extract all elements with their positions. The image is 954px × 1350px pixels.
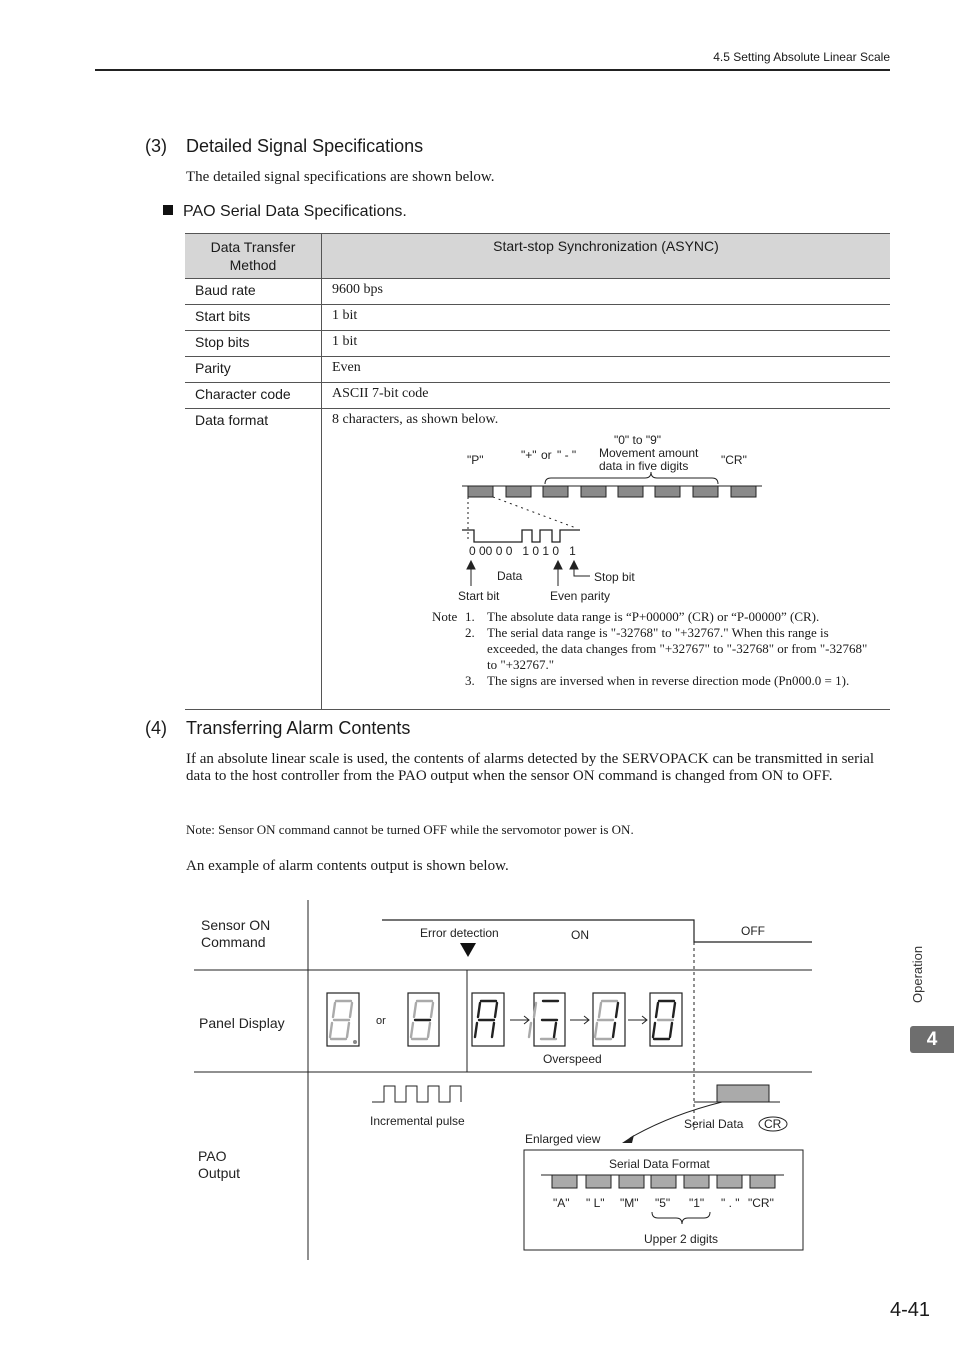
or-label: or	[376, 1015, 386, 1027]
digits-desc-2: data in five digits	[599, 459, 689, 473]
char-box	[693, 486, 718, 497]
overspeed-label: Overspeed	[543, 1052, 602, 1066]
start-bit-label: Start bit	[458, 589, 500, 603]
row-key: Start bits	[185, 305, 322, 331]
digits-range: "0" to "9"	[614, 433, 662, 447]
chapter-tab: 4	[910, 1026, 954, 1053]
serial-char-label: "CR"	[748, 1196, 774, 1210]
char-box	[655, 486, 680, 497]
note-text: The serial data range is "-32768" to "+32767." When this range is exceeded, the data changes from "+32767" to "-32768" or from "-32768" to "+32767."	[487, 625, 868, 672]
serial-char-box	[619, 1175, 644, 1188]
serial-char-label: "5"	[655, 1196, 671, 1210]
page-number: 4-41	[889, 1299, 930, 1321]
char-box	[581, 486, 606, 497]
serial-char-label: "A"	[553, 1196, 570, 1210]
incremental-pulse-label: Incremental pulse	[370, 1114, 465, 1128]
row-value: 1 bit	[322, 331, 891, 357]
sign-label-plus: "+"	[521, 448, 537, 462]
serial-char-box	[586, 1175, 611, 1188]
section-4-paragraph: If an absolute linear scale is used, the contents of alarms detected by the SERVOPACK can be transmitted in serial data to the host controller from the PAO output when the sensor ON command is changed from ON to OFF.	[186, 751, 875, 784]
serial-char-box	[717, 1175, 742, 1188]
table-header-key: Data Transfer Method	[185, 234, 322, 279]
row-sensor-on-label-2: Command	[201, 934, 266, 950]
chapter-side-label: Operation	[910, 945, 925, 1003]
row-key: Character code	[185, 383, 322, 409]
subheading-text: PAO Serial Data Specifications.	[183, 203, 407, 220]
data-label: Data	[497, 569, 523, 583]
section-3-number: (3)	[145, 136, 167, 156]
note-item	[432, 673, 872, 689]
bit-waveform	[462, 530, 580, 542]
row-pao-label-1: PAO	[198, 1148, 227, 1164]
serial-char-label: "M"	[620, 1196, 639, 1210]
section-4-note: Note: Sensor ON command cannot be turned OFF while the servomotor power is ON.	[186, 822, 634, 837]
notes-block	[432, 609, 872, 689]
error-detection-marker	[460, 943, 476, 957]
row-key: Baud rate	[185, 279, 322, 305]
row-key: Stop bits	[185, 331, 322, 357]
note-text: The signs are inversed when in reverse direction mode (Pn000.0 = 1).	[487, 673, 850, 688]
section-4-title: Transferring Alarm Contents	[186, 718, 411, 738]
serial-char-box	[750, 1175, 775, 1188]
cr-char-label: "CR"	[721, 453, 747, 467]
digits-brace	[545, 472, 718, 484]
note-text: The absolute data range is “P+00000” (CR) or “P-00000” (CR).	[487, 609, 820, 624]
sign-label-minus: " - "	[557, 448, 577, 462]
enlarged-view-label: Enlarged view	[525, 1132, 601, 1146]
char-box	[506, 486, 531, 497]
char-box	[543, 486, 568, 497]
section-4-number: (4)	[145, 718, 167, 738]
note-number: 3.	[465, 673, 475, 688]
cr-label: CR	[764, 1117, 782, 1131]
row-key: Parity	[185, 357, 322, 383]
on-label: ON	[571, 928, 589, 942]
section-4-example: An example of alarm contents output is shown below.	[186, 858, 509, 874]
note-item	[432, 609, 872, 625]
note-item	[432, 625, 872, 673]
serial-char-box	[684, 1175, 709, 1188]
p-char-label: "P"	[467, 453, 484, 467]
running-header: 4.5 Setting Absolute Linear Scale	[713, 50, 890, 64]
char-box	[731, 486, 756, 497]
char-box	[618, 486, 643, 497]
char-box	[468, 486, 493, 497]
serial-char-label: "1"	[689, 1196, 705, 1210]
row-panel-display-label: Panel Display	[199, 1015, 285, 1031]
alarm-timing-diagram	[0, 890, 954, 1270]
digits-desc-1: Movement amount	[599, 446, 699, 460]
stop-bit-label: Stop bit	[594, 570, 635, 584]
row-value: 9600 bps	[322, 279, 891, 305]
row-value: ASCII 7-bit code	[322, 383, 891, 409]
incremental-pulse-waveform	[372, 1086, 461, 1102]
error-detection-label: Error detection	[420, 926, 499, 940]
section-3-intro: The detailed signal specifications are shown below.	[186, 169, 495, 185]
table-header-value: Start-stop Synchronization (ASYNC)	[322, 234, 891, 279]
sign-label-or: or	[541, 448, 552, 462]
row-value: Even	[322, 357, 891, 383]
serial-data-format-title: Serial Data Format	[609, 1157, 710, 1171]
row-sensor-on-label-1: Sensor ON	[201, 917, 271, 933]
row-key: Data format	[185, 409, 322, 710]
row-value: 1 bit	[322, 305, 891, 331]
section-4-heading	[145, 718, 410, 739]
serial-data-block	[717, 1085, 769, 1102]
section-3-title: Detailed Signal Specifications	[186, 136, 424, 156]
serial-char-label: " L"	[586, 1196, 605, 1210]
bit-sequence: 0 00 0 0 1 0 1 0 1	[469, 544, 576, 558]
note-prefix: Note	[432, 609, 458, 624]
note-number: 2.	[465, 625, 475, 640]
serial-char-label: " . "	[721, 1196, 740, 1210]
upper-digits-brace	[652, 1212, 710, 1224]
row-value: 8 characters, as shown below.	[322, 409, 891, 710]
serial-char-box	[552, 1175, 577, 1188]
row-pao-label-2: Output	[198, 1165, 241, 1181]
note-number: 1.	[465, 609, 475, 624]
upper-2-digits-label: Upper 2 digits	[644, 1232, 719, 1246]
serial-data-label: Serial Data	[684, 1117, 744, 1131]
off-label: OFF	[741, 924, 765, 938]
even-parity-label: Even parity	[550, 589, 611, 603]
serial-char-box	[651, 1175, 676, 1188]
